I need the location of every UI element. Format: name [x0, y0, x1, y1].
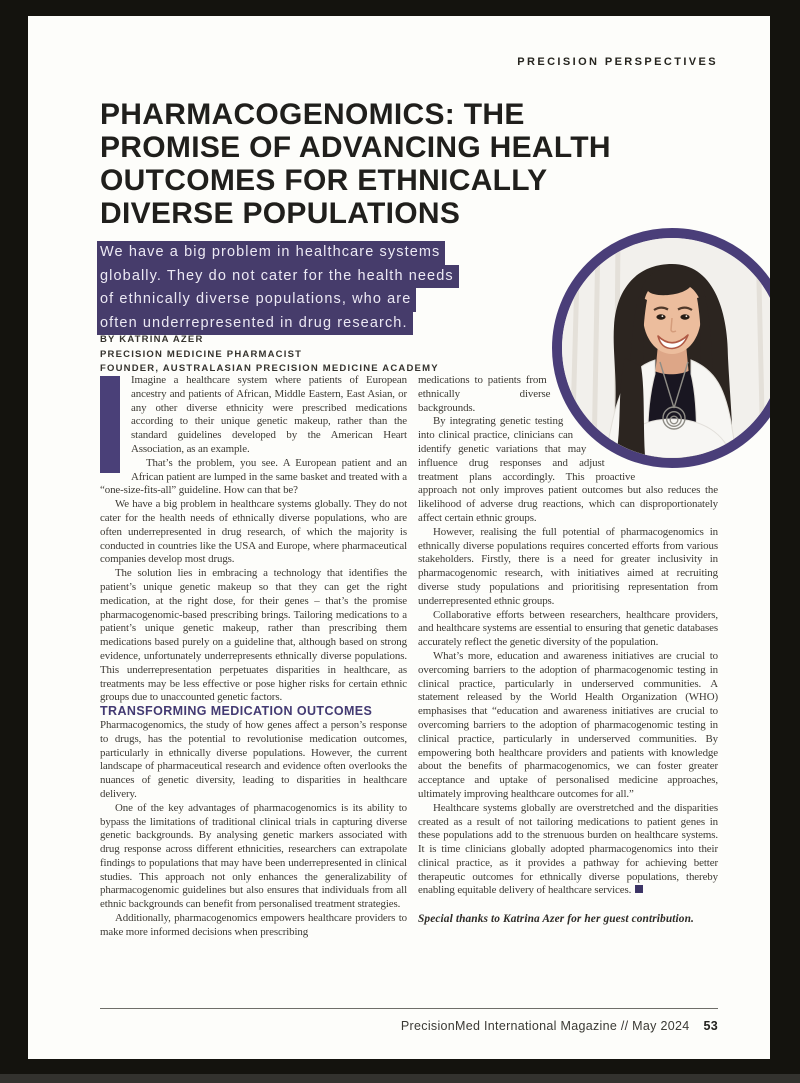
body-paragraph: One of the key advantages of pharmacogenomics is its ability to bypass the limitations of traditional clinical trials in capturing diverse genetic backgrounds. By analysing genetic markers associated with drug response across different ethnicities, researchers can extrapolate findings to populations that may have been underrepresented in clinical studies. This approach not only enhances the generalizability of pharmacogenomic guidelines but also ensures that individuals from all ethnic backgrounds can benefit from personalised treatment strategies.: [100, 801, 407, 911]
byline: [100, 333, 439, 377]
footer-magazine-title: PrecisionMed International Magazine // May 2024: [400, 1019, 690, 1033]
body-paragraph: We have a big problem in healthcare systems globally. They do not cater for the health needs of ethnically diverse populations, who are often underrepresented in drug research, of which the majority is conducted in countries like the USA and Europe, where pharmaceutical companies develop most drugs.: [100, 498, 407, 566]
closing-note: Special thanks to Katrina Azer for her guest contribution.: [418, 913, 694, 926]
page-number: 53: [703, 1019, 718, 1033]
body-paragraph: Additionally, pharmacogenomics empowers healthcare providers to make more informed decisions when prescribing: [100, 912, 407, 938]
body-paragraph: That’s the problem, you see. A European patient and an African patient are lumped in the same basket and treated with a “one-size-fits-all” guideline. How can that be?: [100, 456, 407, 497]
accent-bar: [100, 376, 120, 473]
byline-author: BY KATRINA AZER: [100, 334, 204, 345]
end-of-article-icon: [635, 885, 643, 893]
pull-quote-line: globally. They do not cater for the health needs: [97, 265, 597, 289]
pull-quote-line: often underrepresented in drug research.: [97, 312, 597, 336]
body-paragraph: Healthcare systems globally are overstretched and the disparities created as a result of not tailoring medications to patient genes in these populations add to the strenuous burden on healthcare systems. It is time clinicians globally adopted pharmacogenomics into their clinical practice, as it provides a pathway for achieving better therapeutic outcomes for ethnically diverse populations, thereby enabling equitable delivery of healthcare services.: [418, 801, 718, 897]
footer-divider: [100, 1008, 718, 1009]
section-kicker: PRECISION PERSPECTIVES: [517, 56, 718, 68]
body-column-right: [418, 374, 718, 940]
body-paragraph: The solution lies in embracing a technology that identifies the patient’s unique genetic makeup so that they can get the right medication, at the right dose, for their genes – that’s the promise pharmacogenomic-based prescribing brings. Tailoring medications to a patient’s unique genetic makeup, rather than prescribing them medications based purely on a guideline that, although based on strong evidence, unfortunately underrepresents ethnically diverse populations. This underrepresentation perpetuates disparities in healthcare, as treatments may be less effective or pose higher risks for certain ethnic groups due to unaccounted genetic factors.: [100, 567, 407, 704]
pull-quote-line: of ethnically diverse populations, who are: [97, 288, 597, 312]
body-paragraph: By integrating genetic testing into clinical practice, clinicians can identify genetic variations that may influence drug responses and adjust treatment plans accordingly. This proactive approach not only improves patient outcomes but also reduces the likelihood of adverse drug reactions, which can disproportionately affect certain ethnic groups.: [418, 415, 718, 524]
title-line: PROMISE OF ADVANCING HEALTH: [100, 131, 611, 164]
footer: [401, 1019, 718, 1033]
body-paragraph: Pharmacogenomics, the study of how genes affect a person’s response to drugs, has the potential to revolutionise medication outcomes, particularly in ethnically diverse populations. However, the current landscape of pharmaceutical research and evidence often overlooks the nuances of genetic diversity, leading to disparities in healthcare delivery.: [100, 718, 407, 800]
byline-role: FOUNDER, AUSTRALASIAN PRECISION MEDICINE ACADEMY: [100, 363, 439, 374]
body-paragraph: What’s more, education and awareness initiatives are crucial to overcoming barriers to the adoption of pharmacogenomic testing in clinical practice, particularly in underserved communities. A statement released by the World Health Organization (WHO) emphasises that “education and awareness initiatives are crucial to overcoming barriers to the adoption of pharmacogenomic testing in clinical practice, particularly in underserved communities. By empowering both healthcare providers and patients with knowledge about the benefits of pharmacogenomics, we can foster greater acceptance and uptake of personalised medicine approaches, ultimately improving healthcare outcomes for all.”: [418, 649, 718, 800]
section-heading: TRANSFORMING MEDICATION OUTCOMES: [100, 704, 373, 719]
magazine-page: [28, 16, 770, 1059]
photo-frame-bottom-edge: [0, 1074, 800, 1083]
body-paragraph: Collaborative efforts between researchers, healthcare providers, and healthcare systems are essential to ensuring that genetic databases accurately reflect the genetic diversity of the population.: [418, 608, 718, 649]
body-paragraph: Imagine a healthcare system where patients of European ancestry and patients of African, Middle Eastern, East Asian, or any other diverse ethnicity were prescribed medications according to their unique genetic makeup, rather than the standard guidelines developed by the American Heart Association, as an example.: [131, 374, 407, 455]
pull-quote: [97, 241, 597, 335]
title-line: DIVERSE POPULATIONS: [100, 197, 461, 230]
body-paragraph: medications to patients from ethnically diverse backgrounds.: [418, 374, 551, 414]
title-line: PHARMACOGENOMICS: THE: [100, 98, 525, 131]
article-title: [100, 98, 720, 230]
title-line: OUTCOMES FOR ETHNICALLY: [100, 164, 548, 197]
body-paragraph: However, realising the full potential of pharmacogenomics in ethnically diverse populations requires concerted efforts from various stakeholders. Firstly, there is a need for greater inclusivity in pharmacogenomic research, with initiatives aimed at recruiting diverse study populations and prioritising representation from underrepresented ethnic groups.: [418, 525, 718, 607]
pull-quote-line: We have a big problem in healthcare systems: [97, 241, 597, 265]
byline-role: PRECISION MEDICINE PHARMACIST: [100, 348, 303, 360]
body-column-left: [100, 374, 407, 940]
article-body: [100, 374, 718, 940]
